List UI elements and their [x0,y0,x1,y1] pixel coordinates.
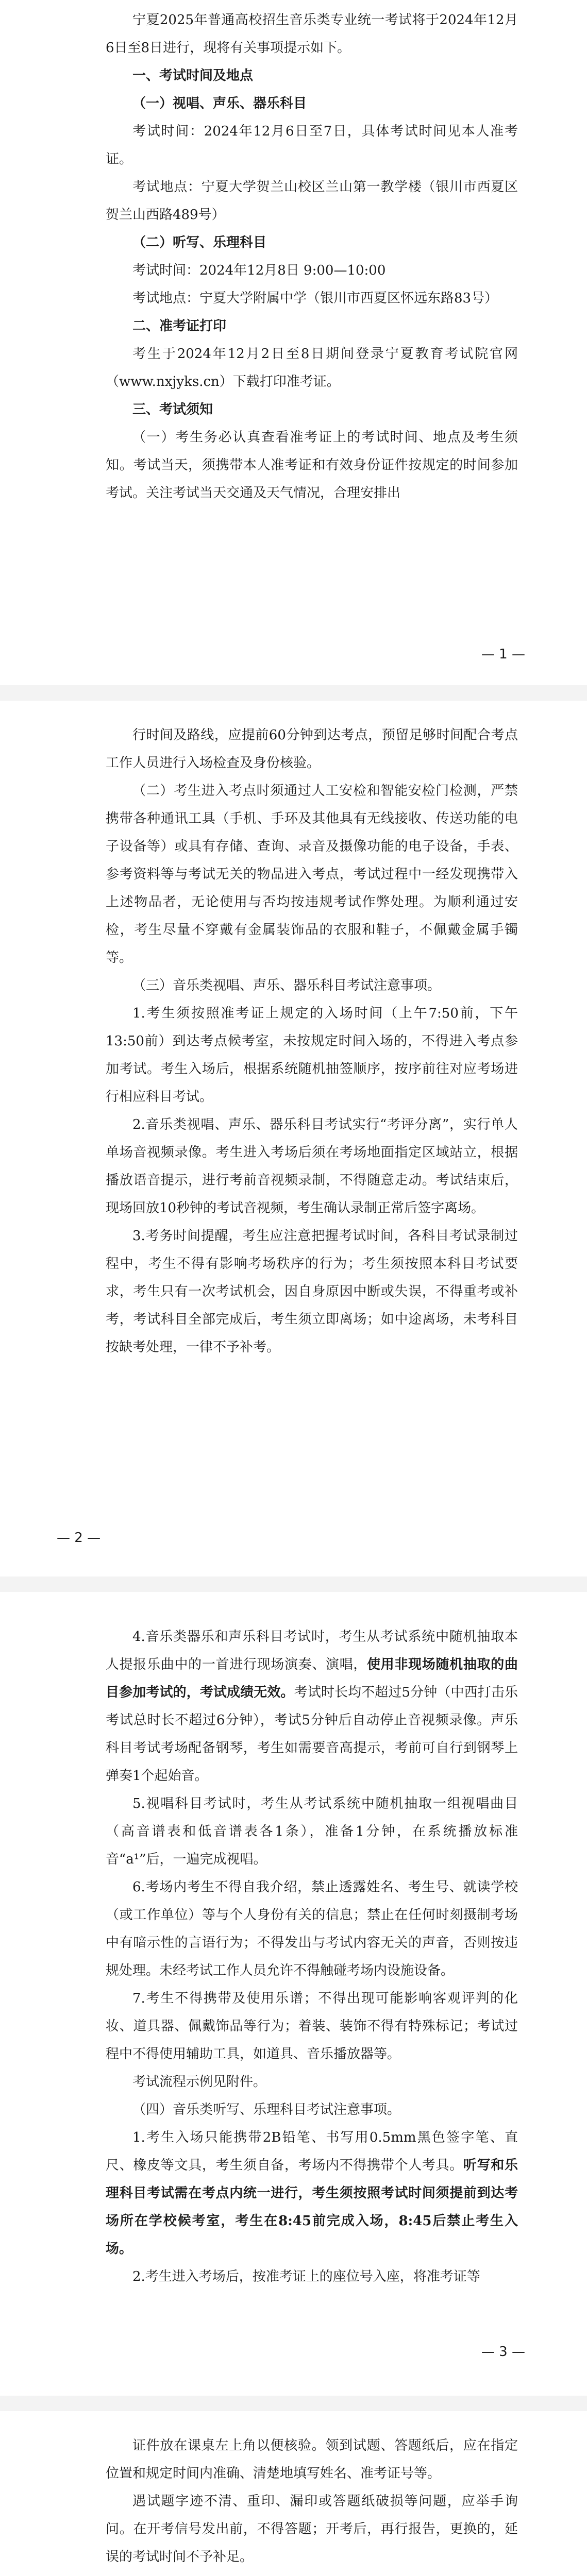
p2-paragraph-2: （二）考生进入考点时须通过人工安检和智能安检门检测，严禁携带各种通讯工具（手机、手环及其他具有无线接收、传送功能的电子设备等）或具有存储、查询、录音及摄像功能的电子设备，手表、参考资料等与考试无关的物品进入考点，考试过程中一经发现携带入上述物品者，无论使用与否均按违规考试作弊处理。为顺利通过安检，考生尽量不穿戴有金属装饰品的衣服和鞋子，不佩戴金属手镯等。 [106,783,518,965]
section-1-heading: 一、考试时间及地点 [132,68,254,83]
p3-paragraph-5: （四）音乐类听写、乐理科目考试注意事项。 [132,2102,401,2117]
p3-paragraph-1-bold: 使用非现场随机抽取的曲目参加考试的，考试成绩无效。 [106,1657,518,1700]
p2-paragraph-3: （三）音乐类视唱、声乐、器乐科目考试注意事项。 [132,978,441,993]
intro-paragraph: 宁夏2025年普通高校招生音乐类专业统一考试将于2024年12月6日至8日进行，现将有关事项提示如下。 [106,12,518,56]
section-3-paragraph-1: （一）考生务必认真查看准考证上的考试时间、地点及考生须知。考试当天，须携带本人准考证和有效身份证件按规定的时间参加考试。关注考试当天交通及天气情况，合理安排出 [106,430,518,501]
p2-paragraph-5: 2.音乐类视唱、声乐、器乐科目考试实行“考评分离”，实行单人单场音视频录像。考生进入考场后须在考场地面指定区域站立，根据播放语音提示，进行考前音视频录制，不得随意走动。考试结束后，现场回放10秒钟的考试音视频，考生确认录制正常后签字离场。 [106,1117,518,1216]
section-3-heading: 三、考试须知 [132,402,213,417]
section-2-heading: 二、准考证打印 [132,318,227,334]
section-1-sub-1-time: 考试时间：2024年12月6日至7日，具体考试时间见本人准考证。 [106,124,518,167]
page-4 [0,2411,587,2576]
page-4-content [106,2432,518,2576]
section-1-sub-2-place: 考试地点：宁夏大学附属中学（银川市西夏区怀远东路83号） [132,291,498,306]
p2-paragraph-1: 行时间及路线，应提前60分钟到达考点，预留足够时间配合考点工作人员进行入场检查及身份核验。 [106,727,518,771]
page-1-content [106,6,518,507]
p3-paragraph-4: 7.考生不得携带及使用乐谱；不得出现可能影响客观评判的化妆、道具器、佩戴饰品等行为；着装、装饰不得有特殊标记；考试过程中不得使用辅助工具，如道具、音乐播放器等。 [106,1991,518,2062]
section-1-sub-2-heading: （二）听写、乐理科目 [132,235,267,250]
page-3 [0,1592,587,2396]
page-2 [0,701,587,1577]
section-2-text: 考生于2024年12月2日至8日期间登录宁夏教育考试院官网（www.nxjyks.cn）下载打印准考证。 [106,346,518,389]
section-1-sub-1-place: 考试地点：宁夏大学贺兰山校区兰山第一教学楼（银川市西夏区贺兰山西路489号） [106,179,518,223]
p3-paragraph-2: 5.视唱科目考试时，考生从考试系统中随机抽取一组视唱曲目（高音谱表和低音谱表各1条），准备1分钟，在系统播放标准音“a¹”后，一遍完成视唱。 [106,1796,518,1867]
p4-paragraph-1: 证件放在课桌左上角以便核验。领到试题、答题纸后，应在指定位置和规定时间内准确、清楚地填写姓名、准考证号等。 [106,2438,518,2481]
p3-paragraph-4b: 考试流程示例见附件。 [132,2074,267,2090]
page-number-2: — 2 — [57,1530,101,1546]
page-3-content [106,1623,518,2291]
p3-paragraph-7: 2.考生进入考场后，按准考证上的座位号入座，将准考证等 [132,2269,480,2284]
page-number-1: — 1 — [481,647,525,662]
section-1-sub-1-heading: （一）视唱、声乐、器乐科目 [132,96,307,111]
p4-paragraph-2: 遇试题字迹不清、重印、漏印或答题纸破损等问题，应举手询问。在开考信号发出前，不得答题；开考后，再行报告，更换的，延误的考试时间不予补足。 [106,2494,518,2565]
page-2-content [106,721,518,1361]
p3-paragraph-6: 1.考生入场只能携带2B铅笔、书写用0.5mm黑色签字笔、直尺、橡皮等文具，考生须自备，考场内不得携带个人考具。听写和乐理科目考试需在考点内统一进行，考生须按照考试时间须提前到达考场所在学校候考室，考生在8:45前完成入场，8:45后禁止考生入场。 [106,2130,518,2257]
p3-paragraph-1: 4.音乐类器乐和声乐科目考试时，考生从考试系统中随机抽取本人提报乐曲中的一首进行现场演奏、演唱，使用非现场随机抽取的曲目参加考试的，考试成绩无效。考试时长均不超过5分钟（中西打击乐考试总时长不超过6分钟），考试5分钟后自动停止音视频录像。声乐科目考试考场配备钢琴，考生如需要音高提示，考前可自行到钢琴上弹奏1个起始音。 [106,1629,518,1784]
page-number-3: — 3 — [481,2344,525,2360]
p2-paragraph-4: 1.考生须按照准考证上规定的入场时间（上午7:50前，下午13:50前）到达考点候考室，未按规定时间入场的，不得进入考点参加考试。考生入场后，根据系统随机抽签顺序，按序前往对应考场进行相应科目考试。 [106,1006,518,1105]
p3-paragraph-3: 6.考场内考生不得自我介绍，禁止透露姓名、考生号、就读学校（或工作单位）等与个人身份有关的信息；禁止在任何时刻摄制考场中有暗示性的言语行为；不得发出与考试内容无关的声音，否则按违规处理。未经考试工作人员允许不得触碰考场内设施设备。 [106,1879,518,1978]
section-1-sub-2-time: 考试时间：2024年12月8日 9:00—10:00 [132,263,386,278]
page-1 [0,0,587,685]
p2-paragraph-6: 3.考务时间提醒，考生应注意把握考试时间，各科目考试录制过程中，考生不得有影响考场秩序的行为；考生须按照本科目考试要求，考生只有一次考试机会，因自身原因中断或失误，不得重考或补考，考试科目全部完成后，考生须立即离场；如中途离场，未考科目按缺考处理，一律不予补考。 [106,1228,518,1355]
p4-paragraph-3 [106,2571,518,2576]
